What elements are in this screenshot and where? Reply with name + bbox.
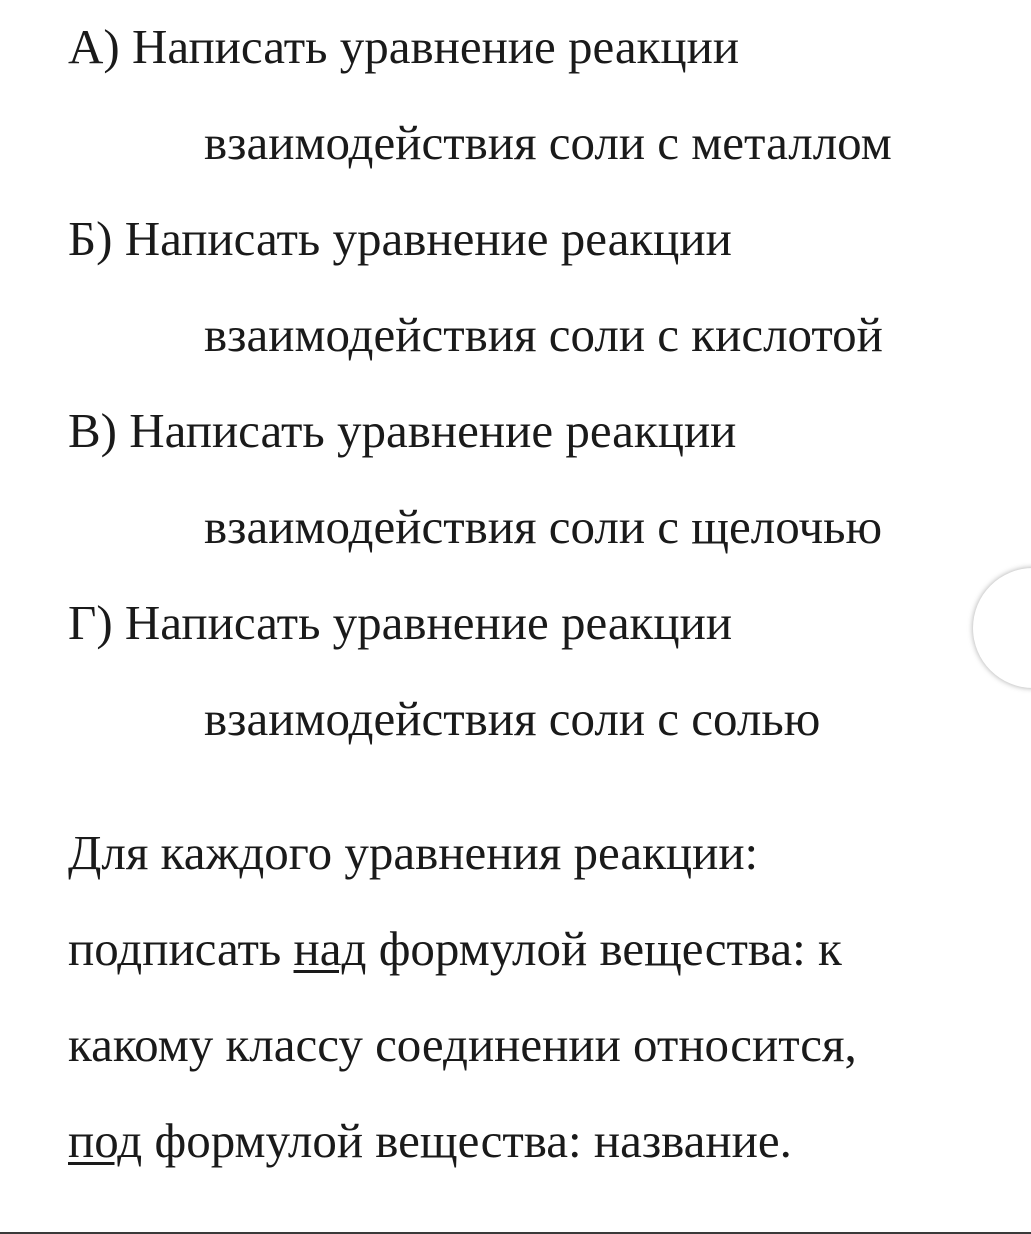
side-scroll-handle[interactable] (973, 568, 1031, 688)
task-b-first-line: Б) Написать уравнение реакции (68, 211, 732, 266)
instructions-line-2 (68, 921, 842, 976)
task-b-second-line: взаимодействия соли с кислотой (204, 307, 883, 362)
underlined-word-pod: под (68, 1113, 143, 1168)
instructions-line-2-start: подписать (68, 921, 294, 976)
instructions-line-4 (68, 1113, 792, 1168)
task-a-first-line: А) Написать уравнение реакции (68, 19, 740, 74)
underlined-word-nad: над (293, 921, 367, 976)
instructions-line-1: Для каждого уравнения реакции: (68, 825, 759, 880)
instructions-line-4-end: формулой вещества: название. (142, 1113, 792, 1168)
task-v-first-line: В) Написать уравнение реакции (68, 403, 737, 458)
task-g-second-line: взаимодействия соли с солью (204, 691, 821, 746)
task-v-second-line: взаимодействия соли с щелочью (204, 499, 883, 554)
task-a-second-line: взаимодействия соли с металлом (204, 115, 892, 170)
instructions-line-3: какому классу соединении относится, (68, 1017, 857, 1072)
task-g-first-line: Г) Написать уравнение реакции (68, 595, 733, 650)
instructions-line-2-end: формулой вещества: к (366, 921, 842, 976)
